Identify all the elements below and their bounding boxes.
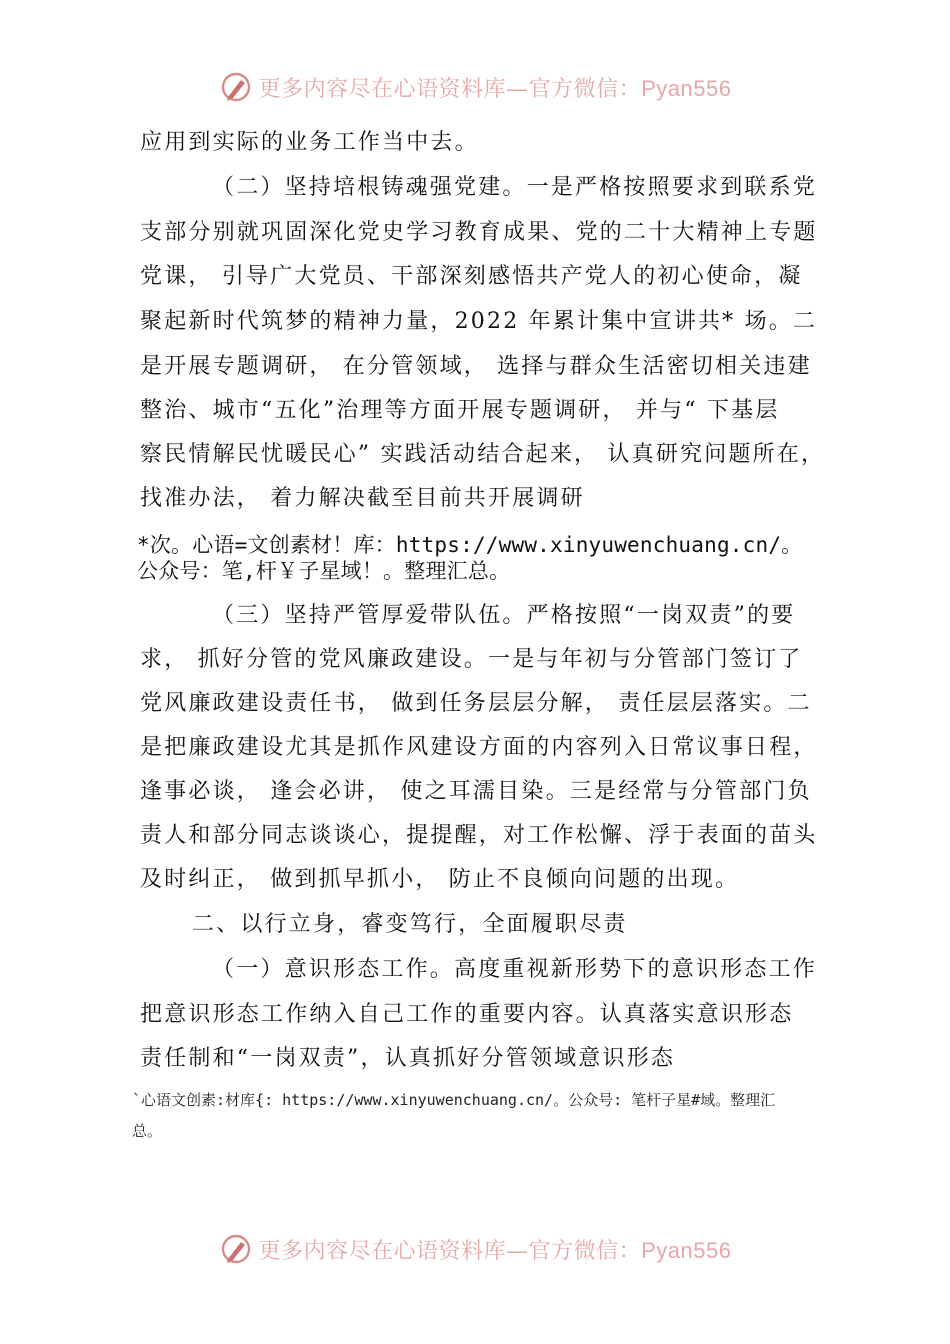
body-line: 应用到实际的业务工作当中去。: [140, 130, 479, 155]
watermark-text: 更多内容尽在心语资料库—官方微信：Pyan556: [258, 75, 732, 102]
paragraph-heading-3: （三）坚持严管厚爱带队伍。严格按照“一岗双责”的要: [212, 603, 796, 628]
body-line: 求， 抓好分管的党风廉政建设。一是与年初与分管部门签订了: [140, 647, 803, 672]
pen-circle-logo-icon: [219, 1232, 253, 1266]
body-line: 及时纠正， 做到抓早抓小， 防止不良倾向问题的出现。: [140, 867, 740, 892]
section-heading: 二、以行立身，睿变笃行，全面履职尽责: [192, 912, 628, 937]
body-line: 责人和部分同志谈谈心，提提醒，对工作松懈、浮于表面的苗头: [140, 823, 818, 848]
paragraph-heading-1: （一）意识形态工作。高度重视新形势下的意识形态工作: [212, 957, 818, 982]
body-line: 是开展专题调研， 在分管领域， 选择与群众生活密切相关违建: [140, 354, 812, 379]
watermark-text: 更多内容尽在心语资料库—官方微信：Pyan556: [258, 1237, 732, 1264]
footnote-line: `心语文创素:材库{: https://www.xinyuwenchuang.cn/。公众号: 笔杆子星#域。整理汇: [132, 1091, 776, 1109]
body-line: 把意识形态工作纳入自己工作的重要内容。认真落实意识形态: [140, 1002, 794, 1027]
header-watermark: [0, 70, 950, 104]
paragraph-heading-2: （二）坚持培根铸魂强党建。一是严格按照要求到联系党: [212, 175, 818, 200]
inline-watermark-line: 公众号：笔,杆￥子星域！。整理汇总。: [137, 559, 511, 583]
body-line: 是把廉政建设尤其是抓作风建设方面的内容列入日常议事日程，: [140, 735, 818, 760]
pen-circle-logo-icon: [219, 70, 253, 104]
body-line: 聚起新时代筑梦的精神力量，2022 年累计集中宣讲共* 场。二: [140, 309, 818, 334]
inline-watermark-line: *次。心语=文创素材！库：https://www.xinyuwenchuang.cn/。: [137, 533, 803, 557]
body-line: 责任制和“一岗双责”，认真抓好分管领域意识形态: [140, 1046, 676, 1071]
body-line: 逢事必谈， 逢会必讲， 使之耳濡目染。三是经常与分管部门负: [140, 779, 812, 804]
body-line: 整治、城市“五化”治理等方面开展专题调研， 并与“ 下基层: [140, 398, 780, 423]
body-line: 找准办法， 着力解决截至目前共开展调研: [140, 486, 585, 511]
body-line: 党课， 引导广大党员、干部深刻感悟共产党人的初心使命，凝: [140, 264, 803, 289]
body-line: 党风廉政建设责任书， 做到任务层层分解， 责任层层落实。二: [140, 691, 812, 716]
footer-watermark: [0, 1232, 950, 1266]
footnote-line: 总。: [132, 1122, 163, 1140]
body-line: 支部分别就巩固深化党史学习教育成果、党的二十大精神上专题: [140, 220, 818, 245]
body-line: 察民情解民忧暖民心” 实践活动结合起来， 认真研究问题所在，: [140, 442, 826, 467]
